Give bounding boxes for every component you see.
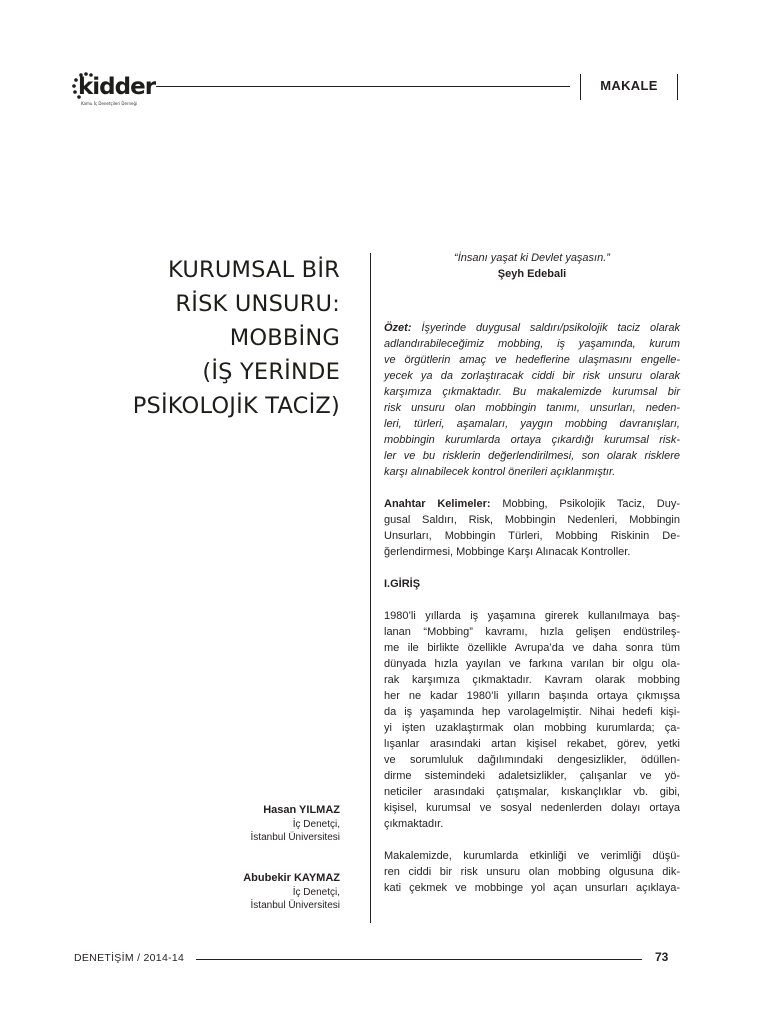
- second-line: Makalemizde, kurumlarda etkinliği ve verimliği düşü-: [384, 850, 680, 862]
- section-heading: I.GİRİŞ: [384, 578, 421, 590]
- logo-subtitle: Kamu İç Denetçileri Derneği: [81, 101, 138, 106]
- article-body: [384, 250, 680, 896]
- header-divider-right: [677, 74, 678, 100]
- keywords-line: Mobbing, Psikolojik Taciz, Duy-: [490, 498, 681, 510]
- second-line: ren ciddi bir risk unsuru olan mobbing olgusuna dik-: [384, 866, 680, 878]
- author-block: [140, 870, 340, 912]
- intro-line: dirme sistemindeki adaletsizlikler, çalışanlar ve yö-: [384, 770, 680, 782]
- intro-paragraph: [384, 608, 680, 832]
- epigraph-quote: “İnsanı yaşat ki Devlet yaşasın.”: [454, 252, 610, 264]
- title-line: PSİKOLOJİK TACİZ): [132, 393, 340, 419]
- title-line: RİSK UNSURU:: [175, 291, 340, 317]
- keywords-line: Unsurları, Mobbingin Türleri, Mobbing Riskinin De-: [384, 530, 680, 542]
- author-affiliation: İstanbul Üniversitesi: [250, 832, 340, 843]
- author-affiliation: İstanbul Üniversitesi: [250, 900, 340, 911]
- footer-rule: [196, 959, 642, 960]
- article-title: [80, 253, 340, 423]
- keywords-line: ğerlendirmesi, Mobbinge Karşı Alınacak Kontroller.: [384, 546, 631, 558]
- author-role: İç Denetçi,: [292, 819, 340, 830]
- intro-line: lışanlar arasındaki artan kişisel rekabet, görev, yetki: [384, 738, 680, 750]
- epigraph-author: Şeyh Edebali: [497, 268, 567, 280]
- abstract-line: leri, türleri, aşamaları, yaygın mobbing davranışları,: [384, 418, 680, 430]
- author-name: Hasan YILMAZ: [263, 804, 340, 816]
- intro-line: neticiler arasındaki çatışmalar, kıskançlıklar vb. gibi,: [384, 786, 680, 798]
- abstract-line: risk unsuru olan mobbingin tanımı, unsurları, neden-: [384, 402, 680, 414]
- column-divider: [370, 253, 371, 923]
- abstract-line: ler ve bu risklerin değerlendirilmesi, son olarak risklere: [384, 450, 680, 462]
- author-block: [140, 802, 340, 844]
- header-rule: [156, 86, 570, 87]
- intro-line: rak karşımıza çıkmaktadır. Kavram olarak mobbing: [384, 674, 680, 686]
- footer-journal: DENETİŞİM / 2014-14: [74, 952, 185, 964]
- intro-line: yi işten uzaklaştırmak olan mobbing kurumlarda; ça-: [384, 722, 680, 734]
- intro-line: lanan “Mobbing” kavramı, hızla gelişen endüstrileş-: [384, 626, 680, 638]
- second-line: kati çekmek ve mobbinge yol açan unsurları açıklaya-: [384, 882, 680, 894]
- author-role: İç Denetçi,: [292, 887, 340, 898]
- abstract: [384, 320, 680, 480]
- intro-line: da iş yaşamında hep varolagelmiştir. Nihai hedefi kişi-: [384, 706, 680, 718]
- intro-line: her ne kadar 1980’li yılların başında ortaya çıkmışsa: [384, 690, 680, 702]
- abstract-line: ve örgütlerin amaç ve hedeflerine ulaşmasını engelle-: [384, 354, 680, 366]
- abstract-line: karşı alınabilecek kontrol önerileri açıklanmıştır.: [384, 466, 616, 478]
- header-divider-left: [580, 74, 581, 100]
- keywords-line: gusal Saldırı, Risk, Mobbingin Nedenleri, Mobbingin: [384, 514, 680, 526]
- page-number: 73: [655, 950, 669, 964]
- abstract-line: karşımıza çıkmaktadır. Bu makalemizde kurumsal bir: [384, 386, 680, 398]
- intro-line: çıkmaktadır.: [384, 818, 444, 830]
- title-line: MOBBİNG: [229, 325, 340, 351]
- logo-wordmark: kidder: [78, 74, 156, 100]
- intro-line: me ile birlikte özellikle Avrupa’da ve daha sonra tüm: [384, 642, 680, 654]
- author-name: Abubekir KAYMAZ: [243, 872, 340, 884]
- keywords-label: Anahtar Kelimeler:: [384, 498, 491, 510]
- title-line: KURUMSAL BİR: [167, 257, 340, 283]
- second-paragraph: [384, 848, 680, 896]
- intro-line: ve sorumluluk dağılımındaki dengesizlikler, ödüllen-: [384, 754, 680, 766]
- abstract-line: yecek ya da zorlaştıracak ciddi bir risk unsuru olarak: [384, 370, 680, 382]
- keywords: [384, 496, 680, 560]
- section-label: MAKALE: [600, 78, 658, 93]
- abstract-line: adlandırabileceğimiz mobbing, iş yaşamında, kurum: [384, 338, 680, 350]
- abstract-line: İşyerinde duygusal saldırı/psikolojik taciz olarak: [411, 322, 680, 334]
- intro-line: 1980’li yıllarda iş yaşamına girerek kullanılmaya baş-: [384, 610, 680, 622]
- title-line: (İŞ YERİNDE: [202, 359, 340, 385]
- kidder-logo: [72, 72, 156, 112]
- intro-line: dünyada hızla yayılan ve farkına varılan bir olgu ola-: [384, 658, 680, 670]
- abstract-line: mobbingin kurumlarda ortaya çıkardığı kurumsal risk-: [384, 434, 680, 446]
- intro-line: kişisel, kurumsal ve sosyal nedenlerden dolayı ortaya: [384, 802, 680, 814]
- abstract-label: Özet:: [384, 322, 412, 334]
